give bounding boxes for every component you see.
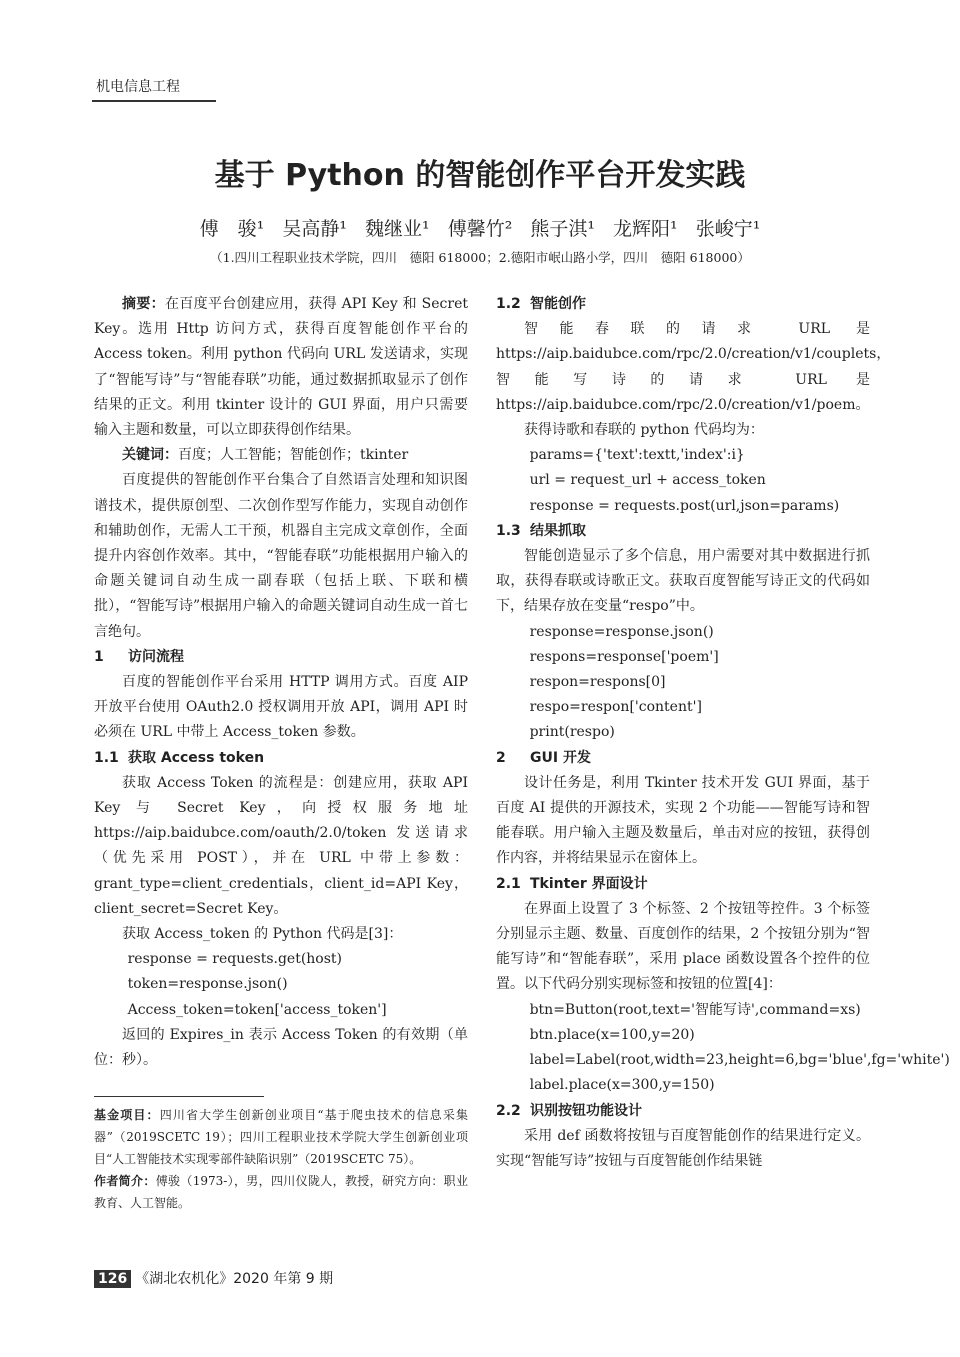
code-line: label.place(x=300,y=150) bbox=[529, 1077, 715, 1094]
paragraph: 获得诗歌和春联的 python 代码均为： bbox=[524, 422, 764, 439]
section-heading bbox=[496, 746, 870, 771]
section-number: 1.2 bbox=[496, 296, 521, 312]
paragraph: 设计任务是，利用 Tkinter 技术开发 GUI 界面，基于百度 AI 提供的开源技术，实现 2 个功能——智能写诗和智能春联。用户输入主题及数量后，单击对应的按钮，获得创作内容，并将结果显示在窗体上。 bbox=[496, 774, 870, 867]
affiliation: （1.四川工程职业技术学院，四川 德阳 618000；2.德阳市岷山路小学，四川 德阳 618000） bbox=[210, 250, 750, 265]
journal-info: 《湖北农机化》2020 年第 9 期 bbox=[135, 1271, 334, 1287]
section-title: 识别按钮功能设计 bbox=[530, 1102, 642, 1119]
code-line: respo=respon['content'] bbox=[529, 699, 702, 716]
page-footer bbox=[94, 1268, 333, 1288]
section-number: 2.2 bbox=[496, 1102, 521, 1119]
paragraph: 在界面上设置了 3 个标签、2 个按钮等控件。3 个标签分别显示主题、数量、百度创作的结果，2 个按钮分别为“智能写诗”和“智能春联”，采用 place 函数设置各个控件的位置。以下代码分别实现标签和按钮的位置[4]： bbox=[496, 900, 870, 993]
code-line: print(respo) bbox=[529, 724, 615, 741]
section-title: 智能创作 bbox=[530, 296, 586, 312]
code-line: response = requests.post(url,json=params) bbox=[529, 497, 840, 514]
author: 魏继业¹ bbox=[365, 218, 430, 240]
paragraph: 智能创造显示了多个信息，用户需要对其中数据进行抓取，获得春联或诗歌正文。获取百度智能写诗正文的代码如下，结果存放在变量“respo”中。 bbox=[496, 548, 870, 615]
paragraph: 百度的智能创作平台采用 HTTP 调用方式。百度 AIP 开放平台使用 OAuth2.0 授权调用开放 API，调用 API 时必须在 URL 中带上 Access_token 参数。 bbox=[94, 674, 468, 741]
author-note-text: 傅骏（1973-），男，四川仪陇人，教授，研究方向：职业教育、人工智能。 bbox=[94, 1174, 468, 1210]
author: 张峻宁¹ bbox=[695, 218, 761, 240]
abstract-label: 摘要： bbox=[122, 296, 165, 312]
code-line: respon=respons[0] bbox=[529, 674, 666, 691]
code-line: label=Label(root,width=23,height=6,bg='blue',fg='white') bbox=[529, 1052, 950, 1069]
section-title: Tkinter 界面设计 bbox=[530, 875, 648, 892]
paragraph: 采用 def 函数将按钮与百度智能创作的结果进行定义。实现“智能写诗”按钮与百度智能创作结果链 bbox=[496, 1127, 870, 1169]
paragraph: 返回的 Expires_in 表示 Access Token 的有效期（单位：秒）。 bbox=[94, 1026, 468, 1069]
author: 傅馨竹² bbox=[447, 218, 513, 240]
footnotes bbox=[94, 1104, 468, 1214]
article-title: 基于 Python 的智能创作平台开发实践 bbox=[214, 158, 746, 193]
code-line: btn=Button(root,text='智能写诗',command=xs) bbox=[529, 1001, 861, 1018]
keywords bbox=[94, 443, 468, 468]
code-line: respons=response['poem'] bbox=[529, 648, 719, 665]
author: 熊子淇¹ bbox=[530, 218, 595, 240]
section-label: 机电信息工程 bbox=[96, 79, 180, 95]
right-column bbox=[496, 292, 950, 1174]
section-number: 1 bbox=[94, 648, 104, 665]
abstract-text: 在百度平台创建应用，获得 API Key 和 Secret Key。选用 Http 访问方式，获得百度智能创作平台的 Access token。利用 python 代码向 URL 发送请求，实现了“智能写诗”与“智能春联”功能，通过数据抓取显示了创作结果的正文。利用 tkinter 设计的 GUI 界面，用户只需要输入主题和数量，可以立即获得创作结果。 bbox=[94, 296, 468, 439]
author-note bbox=[94, 1170, 468, 1214]
author-list bbox=[0, 214, 960, 241]
keywords-label: 关键词： bbox=[122, 447, 178, 464]
keywords-text: 百度；人工智能；智能创作；tkinter bbox=[178, 447, 409, 464]
section-number: 2.1 bbox=[496, 875, 521, 892]
author: 傅 骏¹ bbox=[199, 218, 265, 240]
section-title: 访问流程 bbox=[128, 648, 184, 665]
fund-text: 四川省大学生创新创业项目“基于爬虫技术的信息采集器”（2019SCETC 19）；四川工程职业技术学院大学生创新创业项目“人工智能技术实现零部件缺陷识别”（2019SCETC 75）。 bbox=[94, 1108, 468, 1166]
section-number: 2 bbox=[496, 749, 506, 766]
code-line: response = requests.get(host) bbox=[127, 951, 343, 968]
paragraph: 获取 Access Token 的流程是：创建应用，获取 API Key 与 Secret Key，向授权服务地址 https://aip.baidubce.com/oauth/2.0/token 发送请求（优先采用 POST），并在 URL 中带上参数：grant_type=client_credentials，client_id=API Key，client_secret=Secret Key。 bbox=[94, 774, 468, 917]
section-heading bbox=[94, 746, 468, 771]
section-heading bbox=[496, 872, 870, 897]
author: 龙辉阳¹ bbox=[613, 218, 678, 240]
code-line: btn.place(x=100,y=20) bbox=[529, 1026, 695, 1043]
page-number: 126 bbox=[94, 1270, 131, 1288]
section-title: 结果抓取 bbox=[530, 522, 586, 539]
section-heading bbox=[496, 519, 870, 544]
author: 吴高静¹ bbox=[282, 218, 347, 240]
section-number: 1.3 bbox=[496, 522, 521, 539]
code-line: response=response.json() bbox=[529, 623, 714, 640]
section-divider bbox=[92, 100, 216, 102]
code-line: url = request_url + access_token bbox=[529, 472, 766, 489]
code-line: Access_token=token['access_token'] bbox=[127, 1001, 387, 1018]
fund-label: 基金项目： bbox=[94, 1108, 160, 1122]
author-note-label: 作者简介： bbox=[94, 1174, 156, 1188]
paragraph: 智能春联的请求 URL 是 https://aip.baidubce.com/rpc/2.0/creation/v1/couplets，智能写诗的请求 URL 是 https://aip.baidubce.com/rpc/2.0/creation/v1/poem。 bbox=[496, 321, 891, 413]
code-line: params={'text':textt,'index':i} bbox=[529, 447, 745, 464]
section-title: GUI 开发 bbox=[530, 749, 591, 766]
intro-paragraph: 百度提供的智能创作平台集合了自然语言处理和知识图谱技术，提供原创型、二次创作型写作能力，实现自动创作和辅助创作，无需人工干预，机器自主完成文章创作，全面提升内容创作效率。其中，“智能春联”功能根据用户输入的命题关键词自动生成一副春联（包括上联、下联和横批），“智能写诗”根据用户输入的命题关键词自动生成一首七言绝句。 bbox=[94, 472, 468, 640]
section-title: 获取 Access token bbox=[128, 749, 265, 766]
fund-note bbox=[94, 1104, 468, 1170]
paragraph: 获取 Access_token 的 Python 代码是[3]： bbox=[122, 926, 403, 943]
section-heading bbox=[496, 1099, 870, 1124]
section-heading bbox=[496, 292, 870, 317]
section-heading bbox=[94, 645, 468, 670]
left-column bbox=[94, 292, 468, 1073]
footnote-divider bbox=[94, 1096, 264, 1097]
code-line: token=response.json() bbox=[127, 976, 288, 993]
section-number: 1.1 bbox=[94, 749, 119, 766]
abstract bbox=[94, 292, 468, 443]
